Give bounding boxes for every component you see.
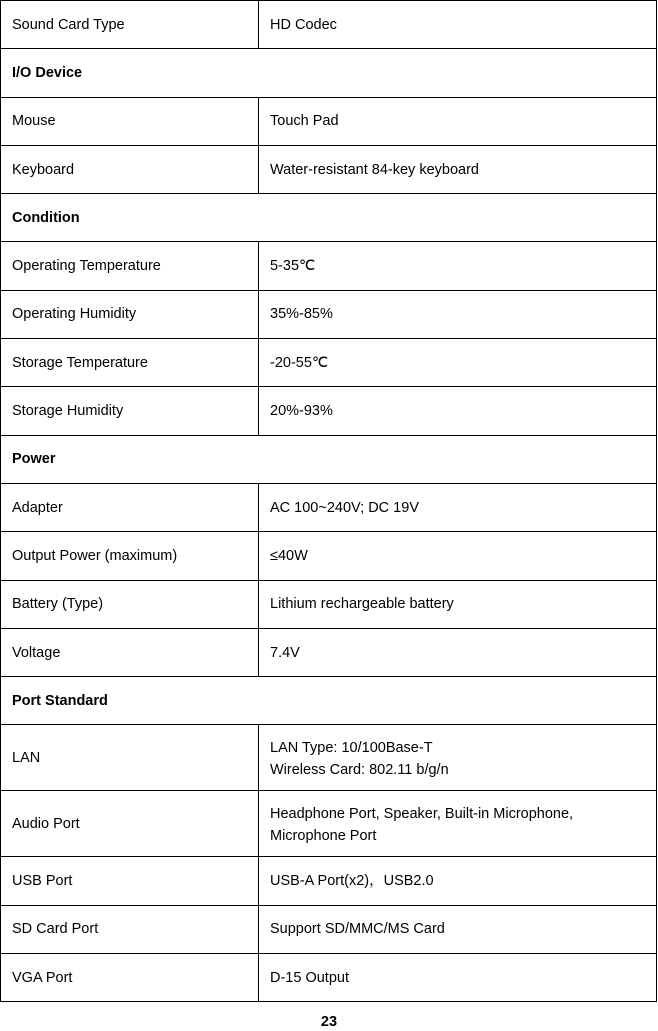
spec-value [259, 954, 657, 1002]
spec-value [259, 145, 657, 193]
spec-label: Output Power (maximum) [1, 532, 259, 580]
section-row-i-o-device [1, 49, 657, 97]
section-heading: Power [1, 435, 657, 483]
spec-label: Mouse [1, 97, 259, 145]
section-heading: Condition [1, 194, 657, 242]
spec-value-line: 5-35℃ [270, 258, 316, 275]
spec-value [259, 1, 657, 49]
spec-row-operating-temperature [1, 242, 657, 290]
spec-label: Audio Port [1, 791, 259, 857]
spec-label: VGA Port [1, 954, 259, 1002]
section-row-power [1, 435, 657, 483]
spec-value-line: AC 100~240V; DC 19V [270, 499, 419, 516]
spec-row-keyboard [1, 145, 657, 193]
spec-value-line: HD Codec [270, 16, 337, 33]
spec-value [259, 725, 657, 791]
spec-value [259, 532, 657, 580]
spec-value [259, 580, 657, 628]
spec-value-line: Microphone Port [270, 827, 377, 844]
spec-row-output-power-maximum [1, 532, 657, 580]
section-heading: I/O Device [1, 49, 657, 97]
spec-value-line: 7.4V [270, 644, 300, 661]
spec-value-line: USB-A Port(x2)，USB2.0 [270, 873, 434, 890]
spec-value-line: Wireless Card: 802.11 b/g/n [270, 761, 449, 778]
spec-value [259, 387, 657, 435]
spec-row-battery-type [1, 580, 657, 628]
spec-label: Keyboard [1, 145, 259, 193]
spec-row-storage-temperature [1, 339, 657, 387]
spec-value [259, 97, 657, 145]
spec-row-adapter [1, 483, 657, 531]
spec-value [259, 339, 657, 387]
spec-table-body [1, 1, 657, 1002]
spec-label: Storage Temperature [1, 339, 259, 387]
spec-row-lan [1, 725, 657, 791]
spec-value [259, 791, 657, 857]
spec-row-sd-card-port [1, 905, 657, 953]
spec-value-line: -20-55℃ [270, 354, 329, 371]
section-row-port-standard [1, 677, 657, 725]
spec-value-line: Support SD/MMC/MS Card [270, 921, 445, 938]
spec-label: Voltage [1, 628, 259, 676]
spec-label: LAN [1, 725, 259, 791]
spec-label: Battery (Type) [1, 580, 259, 628]
spec-row-voltage [1, 628, 657, 676]
spec-value-line: D-15 Output [270, 969, 349, 986]
spec-value [259, 628, 657, 676]
spec-value [259, 290, 657, 338]
spec-value [259, 905, 657, 953]
spec-label: Adapter [1, 483, 259, 531]
spec-label: Sound Card Type [1, 1, 259, 49]
section-row-condition [1, 194, 657, 242]
spec-row-operating-humidity [1, 290, 657, 338]
spec-value [259, 242, 657, 290]
spec-value-line: LAN Type: 10/100Base-T [270, 739, 433, 756]
spec-row-vga-port [1, 954, 657, 1002]
spec-value [259, 857, 657, 905]
page-number: 23 [320, 1014, 338, 1030]
spec-label: Operating Temperature [1, 242, 259, 290]
spec-value-line: 35%-85% [270, 306, 333, 323]
spec-row-sound-card-type [1, 1, 657, 49]
spec-label: USB Port [1, 857, 259, 905]
spec-value-line: 20%-93% [270, 403, 333, 420]
section-heading: Port Standard [1, 677, 657, 725]
spec-value-line: ≤40W [270, 547, 308, 564]
spec-row-audio-port [1, 791, 657, 857]
spec-value-line: Headphone Port, Speaker, Built-in Microphone, [270, 805, 574, 822]
spec-label: Storage Humidity [1, 387, 259, 435]
spec-value-line: Lithium rechargeable battery [270, 596, 454, 613]
spec-label: Operating Humidity [1, 290, 259, 338]
spec-row-mouse [1, 97, 657, 145]
spec-row-usb-port [1, 857, 657, 905]
spec-row-storage-humidity [1, 387, 657, 435]
spec-value-line: Touch Pad [270, 113, 339, 130]
spec-value-line: Water-resistant 84-key keyboard [270, 161, 479, 178]
spec-label: SD Card Port [1, 905, 259, 953]
spec-value [259, 483, 657, 531]
